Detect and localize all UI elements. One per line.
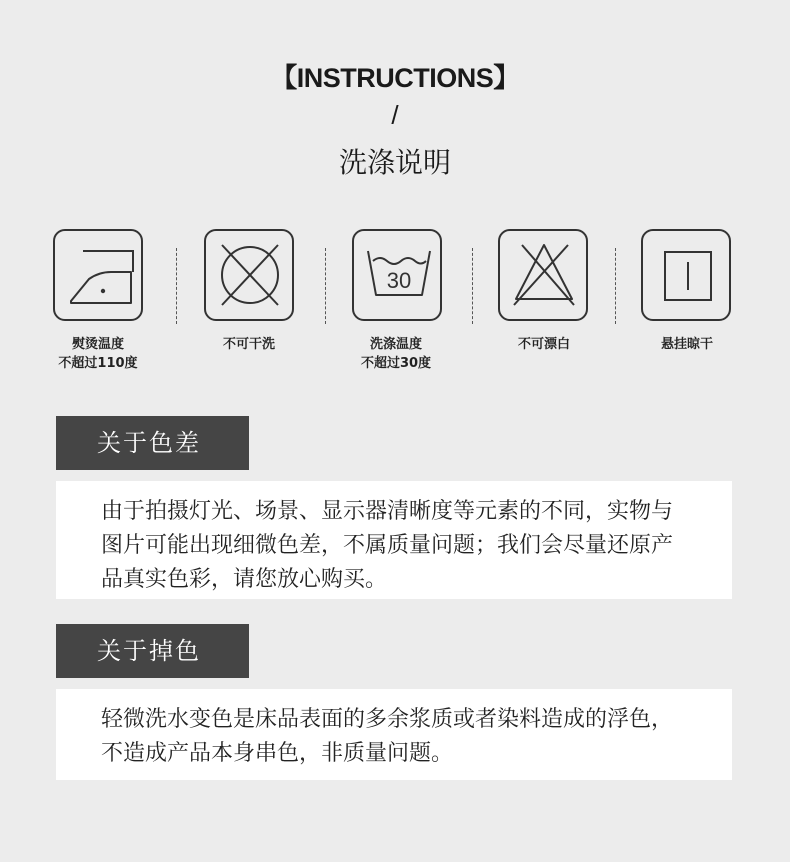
no-dry-clean-icon	[204, 229, 294, 321]
hang-dry-caption	[627, 335, 747, 354]
color-fading-tag: 关于掉色	[56, 624, 249, 678]
wash-temperature-badge: 30	[386, 268, 412, 293]
wash-30-icon	[352, 229, 442, 321]
no-dry-clean-caption	[189, 335, 309, 354]
iron-icon	[53, 229, 143, 321]
iron-caption	[38, 335, 158, 373]
icon-divider	[176, 248, 177, 324]
no-bleach-caption-line1: 不可漂白	[517, 337, 570, 352]
no-bleach-caption	[484, 335, 604, 354]
hang-dry-caption-line1: 悬挂晾干	[660, 337, 713, 352]
color-difference-tag: 关于色差	[56, 416, 249, 470]
iron-caption-line1: 熨烫温度	[71, 337, 124, 352]
wash-caption-line1: 洗涤温度	[369, 337, 422, 352]
wash-caption	[336, 335, 456, 373]
no-bleach-icon	[498, 229, 588, 321]
icon-divider	[325, 248, 326, 324]
icon-divider	[615, 248, 616, 324]
iron-caption-line2: 不超过110度	[58, 356, 138, 371]
wash-caption-line2: 不超过30度	[360, 356, 432, 371]
icon-divider	[472, 248, 473, 324]
hang-dry-icon	[641, 229, 731, 321]
color-fading-text: 轻微洗水变色是床品表面的多余浆质或者染料造成的浮色，不造成产品本身串色，非质量问题。	[101, 707, 674, 766]
title-separator: /	[391, 100, 399, 130]
page-subtitle: 洗涤说明	[338, 146, 451, 179]
color-fading-panel	[56, 689, 732, 780]
color-difference-text: 由于拍摄灯光、场景、显示器清晰度等元素的不同，实物与图片可能出现细微色差，不属质量问题；我们会尽量还原产品真实色彩，请您放心购买。	[101, 499, 674, 592]
no-dry-clean-caption-line1: 不可干洗	[222, 337, 275, 352]
page-title: 【INSTRUCTIONS】	[270, 63, 520, 93]
color-difference-panel	[56, 481, 732, 599]
